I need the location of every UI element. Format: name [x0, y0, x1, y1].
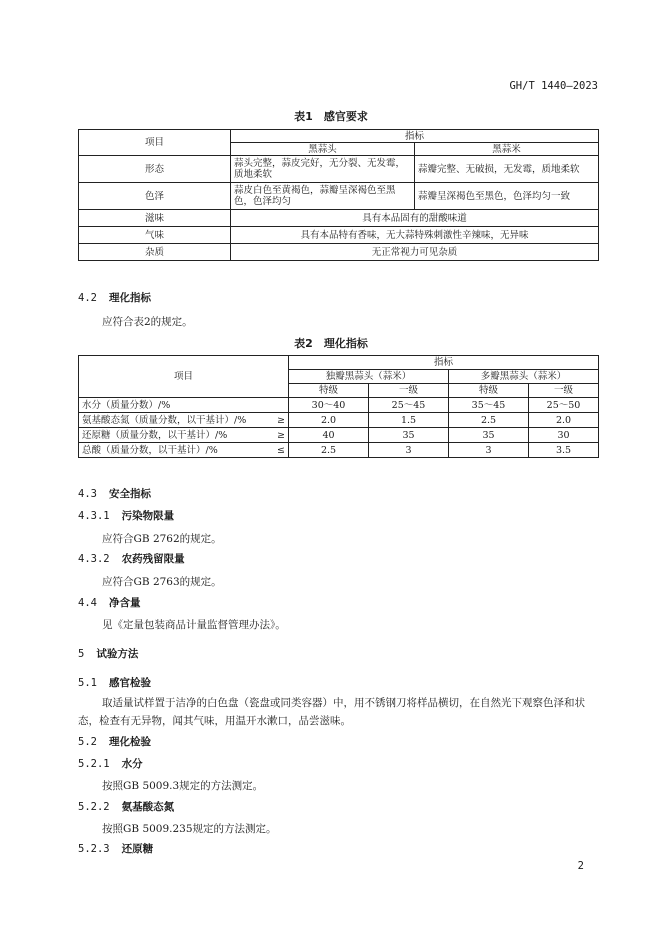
section-heading: 4.3.2 农药残留限量	[78, 553, 185, 565]
section-text: 取适量试样置于洁净的白色盘（瓷盘或同类容器）中，用不锈钢刀将样品横切，在自然光下观察色泽和状态，检查有无异物，闻其气味，用温开水漱口，品尝滋味。	[78, 697, 585, 727]
t2-value: 2.5	[289, 443, 369, 458]
t2-value: 30	[529, 428, 599, 443]
t2-value: 25～45	[369, 398, 449, 413]
section-heading: 5.1 感官检验	[78, 677, 151, 689]
t2-value: 25～50	[529, 398, 599, 413]
page-number: 2	[577, 860, 584, 872]
t2-header-indicator: 指标	[289, 356, 599, 370]
t1-item: 形态	[79, 156, 231, 183]
t2-label: 总酸（质量分数，以干基计）/% ≤	[79, 443, 289, 458]
section-text: 应符合GB 2763的规定。	[102, 576, 222, 588]
table-row	[79, 244, 599, 261]
section-heading: 5.2.3 还原糖	[78, 843, 154, 855]
section-text: 应符合表2的规定。	[102, 316, 193, 328]
section-heading: 5.2.2 氨基酸态氮	[78, 801, 175, 813]
table-row	[79, 443, 599, 458]
document-code: GH/T 1440—2023	[509, 80, 598, 92]
section-heading: 4.4 净含量	[78, 597, 141, 609]
table-row	[79, 227, 599, 244]
t2-grade: 特级	[289, 384, 369, 398]
t2-grade: 一级	[529, 384, 599, 398]
t1-head-value: 蒜皮白色至黄褐色，蒜瓣呈深褐色至黑色，色泽均匀	[231, 183, 415, 210]
table-row	[79, 398, 599, 413]
t2-value: 40	[289, 428, 369, 443]
t1-item: 气味	[79, 227, 231, 244]
section-text: 按照GB 5009.3规定的方法测定。	[102, 780, 264, 792]
t2-value: 2.0	[529, 413, 599, 428]
section-heading: 4.2 理化指标	[78, 292, 151, 304]
section-heading: 4.3 安全指标	[78, 488, 151, 500]
t2-value: 3.5	[529, 443, 599, 458]
t1-header-indicator: 指标	[231, 130, 599, 143]
t2-header-item: 项目	[79, 356, 289, 398]
t1-header-black-garlic-clove: 黑蒜米	[415, 143, 599, 156]
t1-head-value: 蒜头完整，蒜皮完好，无分裂、无发霉，质地柔软	[231, 156, 415, 183]
t1-item: 杂质	[79, 244, 231, 261]
sensory-requirements-table	[78, 129, 599, 261]
t1-header-item: 项目	[79, 130, 231, 156]
t2-value: 30～40	[289, 398, 369, 413]
t2-value: 35	[369, 428, 449, 443]
t2-value: 2.5	[449, 413, 529, 428]
table2-caption: 表2 理化指标	[294, 337, 368, 350]
t1-item: 色泽	[79, 183, 231, 210]
section-text: 按照GB 5009.235规定的方法测定。	[102, 823, 277, 835]
t2-value: 35～45	[449, 398, 529, 413]
t2-label: 水分（质量分数）/%	[79, 398, 289, 413]
section-heading: 5 试验方法	[78, 648, 139, 660]
t1-item: 滋味	[79, 210, 231, 227]
physicochemical-table	[78, 355, 599, 458]
table-row	[79, 428, 599, 443]
t2-value: 3	[449, 443, 529, 458]
t2-value: 2.0	[289, 413, 369, 428]
t2-grade: 一级	[369, 384, 449, 398]
table-row	[79, 413, 599, 428]
t2-grade: 特级	[449, 384, 529, 398]
section-heading: 4.3.1 污染物限量	[78, 510, 175, 522]
table1-caption: 表1 感官要求	[294, 110, 368, 123]
t1-header-black-garlic-head: 黑蒜头	[231, 143, 415, 156]
section-text: 见《定量包装商品计量监督管理办法》。	[102, 619, 286, 631]
section-heading: 5.2 理化检验	[78, 736, 151, 748]
t2-header-multi-clove: 多瓣黑蒜头（蒜米）	[449, 370, 599, 384]
section-heading: 5.2.1 水分	[78, 758, 143, 770]
table-row	[79, 183, 599, 210]
t2-label: 氨基酸态氮（质量分数，以干基计）/% ≥	[79, 413, 289, 428]
table-row	[79, 210, 599, 227]
t1-merged-value: 无正常视力可见杂质	[231, 244, 599, 261]
t2-value: 3	[369, 443, 449, 458]
section-text: 应符合GB 2762的规定。	[102, 533, 222, 545]
t1-rice-value: 蒜瓣呈深褐色至黑色，色泽均匀一致	[415, 183, 599, 210]
t2-header-single-clove: 独瓣黑蒜头（蒜米）	[289, 370, 449, 384]
t2-value: 1.5	[369, 413, 449, 428]
t2-label: 还原糖（质量分数，以干基计）/% ≥	[79, 428, 289, 443]
t1-merged-value: 具有本品特有香味，无大蒜特殊刺激性辛辣味，无异味	[231, 227, 599, 244]
t1-merged-value: 具有本品固有的甜酸味道	[231, 210, 599, 227]
table-row	[79, 156, 599, 183]
t2-value: 35	[449, 428, 529, 443]
t1-rice-value: 蒜瓣完整、无破损，无发霉，质地柔软	[415, 156, 599, 183]
